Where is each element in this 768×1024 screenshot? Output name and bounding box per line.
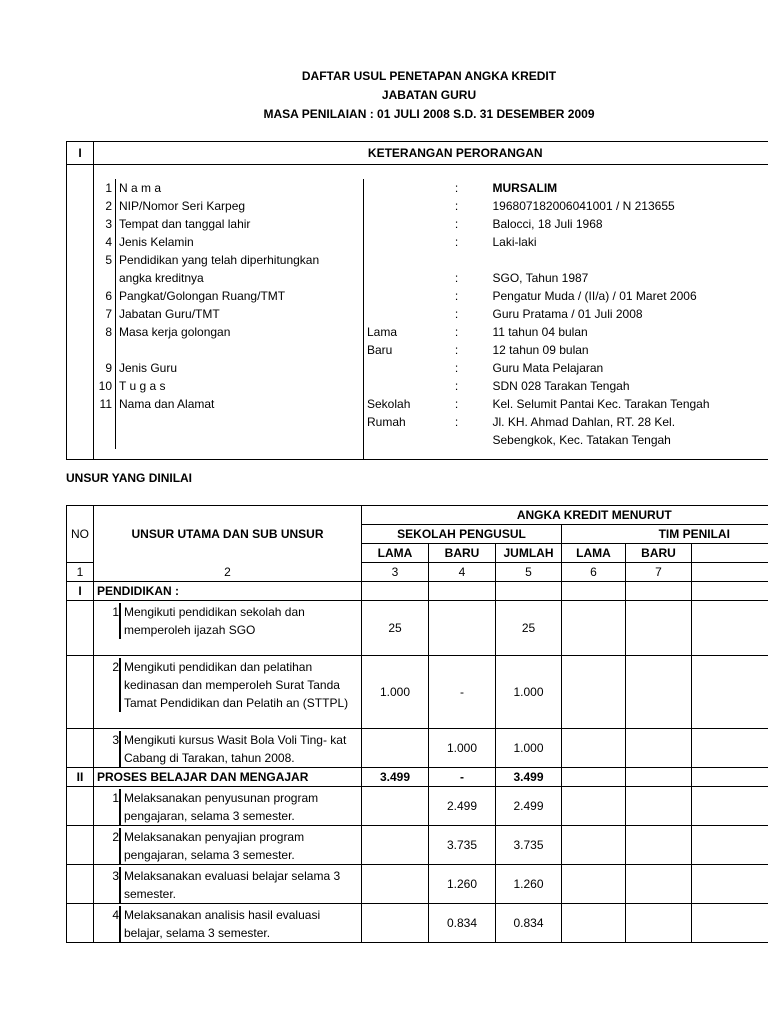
info-row (67, 287, 768, 305)
value-jumlah (496, 582, 562, 601)
info-separator (424, 251, 490, 269)
colnum: 3 (362, 563, 429, 582)
info-number: 4 (94, 233, 116, 251)
value-lama (362, 904, 429, 943)
item-cell (94, 656, 362, 729)
info-row (67, 251, 768, 269)
row-spacer (67, 826, 94, 865)
item-wrap (97, 601, 358, 639)
info-number: 2 (94, 197, 116, 215)
credit-score-table (66, 505, 768, 943)
item-row (67, 729, 768, 768)
value-baru-tim (626, 601, 692, 656)
empty-cell (692, 904, 768, 943)
empty-cell (692, 865, 768, 904)
item-wrap (97, 729, 358, 767)
colnum: 4 (429, 563, 496, 582)
row-spacer (67, 601, 94, 656)
item-wrap (97, 865, 358, 903)
row-spacer (67, 305, 94, 323)
item-row (67, 904, 768, 943)
doc-title: DAFTAR USUL PENETAPAN ANGKA KREDIT (301, 69, 557, 83)
value-baru-tim (626, 826, 692, 865)
info-sublabel (364, 305, 424, 323)
row-spacer (67, 197, 94, 215)
item-row (67, 656, 768, 729)
section-no: I (67, 582, 94, 601)
info-label: Nama dan Alamat (116, 395, 364, 413)
item-text: Melaksanakan evaluasi belajar selama 3 semester. (119, 867, 349, 903)
value-lama-tim (562, 768, 626, 787)
value-lama-tim (562, 729, 626, 768)
value-lama (362, 865, 429, 904)
item-number: 2 (112, 660, 119, 674)
row-spacer (67, 431, 94, 449)
item-cell (94, 826, 362, 865)
value-lama-tim (562, 601, 626, 656)
info-separator: : (454, 217, 459, 231)
value-jumlah: 1.000 (496, 656, 562, 729)
info-value: Guru Mata Pelajaran (492, 361, 604, 375)
row-spacer (67, 269, 94, 287)
info-separator: : (454, 415, 459, 429)
info-number: 7 (94, 305, 116, 323)
info-sublabel (364, 431, 424, 449)
info-sublabel (364, 251, 424, 269)
info-number: 8 (94, 323, 116, 341)
info-separator: : (454, 361, 459, 375)
info-value: Laki-laki (492, 235, 537, 249)
value-lama (362, 729, 429, 768)
colnum: 6 (562, 563, 626, 582)
info-separator: : (454, 379, 459, 393)
value-baru: 3.735 (429, 826, 496, 865)
info-sublabel (364, 233, 424, 251)
item-number: 2 (112, 830, 119, 844)
info-value: SDN 028 Tarakan Tengah (492, 379, 630, 393)
section-title: PENDIDIKAN : (94, 582, 362, 601)
info-separator: : (454, 307, 459, 321)
info-label (116, 341, 364, 359)
unsur-heading: UNSUR YANG DINILAI (66, 471, 193, 485)
info-label: Pangkat/Golongan Ruang/TMT (116, 287, 364, 305)
value-lama (362, 582, 429, 601)
info-value: Kel. Selumit Pantai Kec. Tarakan Tengah (492, 397, 710, 411)
info-separator: : (454, 181, 459, 195)
info-row (67, 359, 768, 377)
header-baru-tim: BARU (626, 544, 692, 563)
info-row (67, 233, 768, 251)
info-number (94, 269, 116, 287)
info-row (67, 197, 768, 215)
info-sublabel (364, 359, 424, 377)
personal-rows (67, 179, 768, 449)
info-value: Sebengkok, Kec. Tatakan Tengah (492, 433, 671, 447)
item-cell (94, 787, 362, 826)
item-wrap (97, 656, 358, 712)
info-number: 10 (94, 377, 116, 395)
info-value: 11 tahun 04 bulan (492, 325, 588, 339)
header-tim-penilai: TIM PENILAI (562, 525, 768, 544)
value-jumlah: 3.735 (496, 826, 562, 865)
value-baru-tim (626, 787, 692, 826)
row-spacer (67, 341, 94, 359)
item-row (67, 826, 768, 865)
value-baru-tim (626, 904, 692, 943)
info-separator: : (454, 325, 459, 339)
info-row (67, 305, 768, 323)
header-jumlah: JUMLAH (496, 544, 562, 563)
info-value (490, 251, 768, 269)
header-baru: BARU (429, 544, 496, 563)
row-spacer (67, 323, 94, 341)
empty-cell (692, 656, 768, 729)
info-sublabel (364, 287, 424, 305)
info-value: Pengatur Muda / (II/a) / 01 Maret 2006 (492, 289, 697, 303)
header-lama-tim: LAMA (562, 544, 626, 563)
value-lama: 3.499 (362, 768, 429, 787)
info-row (67, 215, 768, 233)
info-separator: : (454, 271, 459, 285)
value-jumlah: 1.260 (496, 865, 562, 904)
item-text: Melaksanakan analisis hasil evaluasi belajar, selama 3 semester. (119, 906, 349, 942)
info-value: Guru Pratama / 01 Juli 2008 (492, 307, 643, 321)
row-spacer (67, 413, 94, 431)
info-row (67, 341, 768, 359)
value-baru: 1.000 (429, 729, 496, 768)
info-row (67, 395, 768, 413)
header-lama: LAMA (362, 544, 429, 563)
info-value: 12 tahun 09 bulan (492, 343, 589, 357)
info-sublabel (364, 377, 424, 395)
row-spacer (67, 656, 94, 729)
personal-heading-row (67, 142, 768, 165)
item-text: Melaksanakan penyajian program pengajaran, selama 3 semester. (119, 828, 349, 864)
empty-cell (692, 729, 768, 768)
info-sublabel (364, 269, 424, 287)
section-heading: KETERANGAN PERORANGAN (94, 142, 768, 165)
row-spacer (67, 787, 94, 826)
colnum: 2 (94, 563, 362, 582)
value-lama-tim (562, 865, 626, 904)
item-number: 4 (112, 908, 119, 922)
row-spacer (67, 359, 94, 377)
info-value: SGO, Tahun 1987 (492, 271, 589, 285)
info-sublabel (364, 197, 424, 215)
info-number: 11 (94, 395, 116, 413)
item-cell (94, 904, 362, 943)
item-cell (94, 865, 362, 904)
item-text: Melaksanakan penyusunan program pengajaran, selama 3 semester. (119, 789, 349, 825)
value-baru: 1.260 (429, 865, 496, 904)
info-sublabel (364, 215, 424, 233)
value-baru-tim (626, 768, 692, 787)
value-baru (429, 601, 496, 656)
colnum: 5 (496, 563, 562, 582)
info-sublabel: Rumah (364, 413, 424, 431)
item-text: Mengikuti pendidikan sekolah dan memperoleh ijazah SGO (119, 603, 349, 639)
header-sekolah-pengusul: SEKOLAH PENGUSUL (362, 525, 562, 544)
value-jumlah: 2.499 (496, 787, 562, 826)
value-jumlah: 25 (496, 601, 562, 656)
info-row (67, 269, 768, 287)
info-label: angka kreditnya (116, 269, 364, 287)
value-lama (362, 787, 429, 826)
info-number: 9 (94, 359, 116, 377)
item-row (67, 787, 768, 826)
item-cell (94, 601, 362, 656)
section-no: II (67, 768, 94, 787)
credit-rows (67, 582, 768, 943)
empty-cell (692, 601, 768, 656)
info-row (67, 323, 768, 341)
info-separator: : (454, 397, 459, 411)
column-number-row (67, 563, 768, 582)
value-baru-tim (626, 729, 692, 768)
row-spacer (67, 395, 94, 413)
info-label: T u g a s (116, 377, 364, 395)
info-number (94, 413, 116, 431)
item-text: Mengikuti kursus Wasit Bola Voli Ting- kat Cabang di Tarakan, tahun 2008. (119, 731, 349, 767)
info-row (67, 377, 768, 395)
value-lama: 1.000 (362, 656, 429, 729)
row-spacer (67, 287, 94, 305)
info-sublabel: Baru (364, 341, 424, 359)
item-wrap (97, 904, 358, 942)
info-label: Jabatan Guru/TMT (116, 305, 364, 323)
info-row (67, 179, 768, 197)
personal-info-table (66, 141, 768, 460)
value-lama-tim (562, 904, 626, 943)
value-baru-tim (626, 656, 692, 729)
row-spacer (67, 377, 94, 395)
header-unsur: UNSUR UTAMA DAN SUB UNSUR (94, 506, 362, 563)
value-baru: - (429, 656, 496, 729)
value-lama-tim (562, 582, 626, 601)
row-spacer (67, 729, 94, 768)
info-number (94, 341, 116, 359)
info-label: Jenis Kelamin (116, 233, 364, 251)
colnum: 7 (626, 563, 692, 582)
info-sublabel: Lama (364, 323, 424, 341)
row-spacer (67, 251, 94, 269)
info-label: Masa kerja golongan (116, 323, 364, 341)
info-separator: : (454, 199, 459, 213)
empty-cell (692, 768, 768, 787)
value-baru: 2.499 (429, 787, 496, 826)
section-row (67, 768, 768, 787)
info-sublabel (364, 179, 424, 197)
item-text: Mengikuti pendidikan dan pelatihan kedinasan dan memperoleh Surat Tanda Tamat Pendidikan dan Pelatih an (STTPL) (119, 658, 349, 712)
info-label (116, 413, 364, 431)
item-number: 3 (112, 733, 119, 747)
info-row (67, 413, 768, 431)
row-spacer (67, 179, 94, 197)
value-lama-tim (562, 656, 626, 729)
section-title: PROSES BELAJAR DAN MENGAJAR (94, 768, 362, 787)
item-number: 1 (112, 605, 119, 619)
item-wrap (97, 787, 358, 825)
info-label: Pendidikan yang telah diperhitungkan (116, 251, 364, 269)
value-baru-tim (626, 865, 692, 904)
item-wrap (97, 826, 358, 864)
info-value: Balocci, 18 Juli 1968 (492, 217, 603, 231)
value-baru-tim (626, 582, 692, 601)
info-label: Tempat dan tanggal lahir (116, 215, 364, 233)
info-label: NIP/Nomor Seri Karpeg (116, 197, 364, 215)
info-number: 6 (94, 287, 116, 305)
info-value: Jl. KH. Ahmad Dahlan, RT. 28 Kel. (492, 415, 676, 429)
colnum: 1 (67, 563, 94, 582)
info-value: MURSALIM (492, 181, 558, 195)
value-lama (362, 826, 429, 865)
item-cell (94, 729, 362, 768)
info-number: 3 (94, 215, 116, 233)
row-spacer (67, 904, 94, 943)
row-spacer (67, 865, 94, 904)
info-separator: : (454, 289, 459, 303)
item-number: 3 (112, 869, 119, 883)
value-jumlah: 1.000 (496, 729, 562, 768)
info-label: Jenis Guru (116, 359, 364, 377)
info-value: 196807182006041001 / N 213655 (492, 199, 675, 213)
info-label: N a m a (116, 179, 364, 197)
info-separator: : (454, 343, 459, 357)
value-jumlah: 3.499 (496, 768, 562, 787)
assessment-period: MASA PENILAIAN : 01 JULI 2008 S.D. 31 DESEMBER 2009 (263, 107, 595, 121)
info-row (67, 431, 768, 449)
doc-subtitle: JABATAN GURU (381, 88, 477, 102)
value-baru: 0.834 (429, 904, 496, 943)
info-label (116, 431, 364, 449)
item-row (67, 865, 768, 904)
header-angka-kredit: ANGKA KREDIT MENURUT (362, 506, 768, 525)
value-lama: 25 (362, 601, 429, 656)
item-number: 1 (112, 791, 119, 805)
info-number (94, 431, 116, 449)
value-lama-tim (562, 787, 626, 826)
header-no: NO (67, 506, 94, 563)
info-separator: : (454, 235, 459, 249)
info-number: 1 (94, 179, 116, 197)
value-baru (429, 582, 496, 601)
value-baru: - (429, 768, 496, 787)
info-number: 5 (94, 251, 116, 269)
info-sublabel: Sekolah (364, 395, 424, 413)
empty-cell (692, 826, 768, 865)
value-lama-tim (562, 826, 626, 865)
section-roman: I (67, 142, 94, 165)
value-jumlah: 0.834 (496, 904, 562, 943)
empty-cell (692, 787, 768, 826)
info-separator (424, 431, 490, 449)
row-spacer (67, 215, 94, 233)
empty-cell (692, 582, 768, 601)
section-row (67, 582, 768, 601)
row-spacer (67, 233, 94, 251)
item-row (67, 601, 768, 656)
